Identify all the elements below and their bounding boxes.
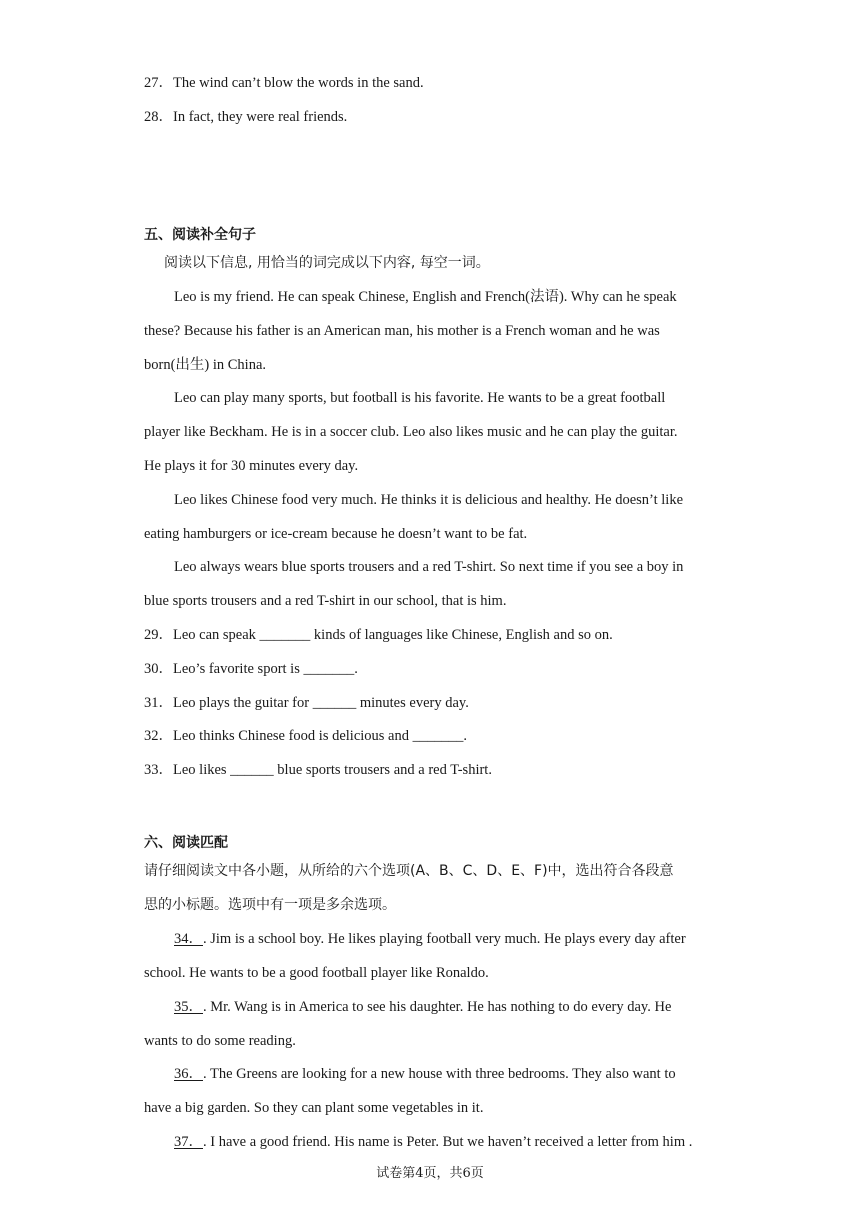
passage-line: Leo always wears blue sports trousers and a red T-shirt. So next time if you see a boy in (174, 559, 684, 575)
question-text: Leo plays the guitar for ______ minutes every day. (173, 695, 469, 711)
page-footer: 试卷第4页，共6页 (376, 1166, 484, 1181)
question-31 (144, 693, 469, 713)
match-item-37 (174, 1132, 692, 1152)
question-text: Leo likes ______ blue sports trousers and a red T-shirt. (173, 762, 492, 778)
item-text: . Mr. Wang is in America to see his daughter. He has nothing to do every day. He (203, 999, 672, 1015)
section-6-instruction: 思的小标题。选项中有一项是多余选项。 (144, 897, 396, 913)
question-number: 29． (144, 627, 173, 643)
passage-line: blue sports trousers and a red T-shirt in our school, that is him. (144, 593, 507, 609)
passage-line: Leo can play many sports, but football is his favorite. He wants to be a great football (174, 390, 666, 406)
passage-line: He plays it for 30 minutes every day. (144, 458, 359, 474)
match-item-34 (174, 929, 686, 949)
question-number: 32． (144, 728, 173, 744)
question-28 (144, 107, 347, 127)
question-text: Leo’s favorite sport is _______. (173, 661, 358, 677)
passage-line: Leo is my friend. He can speak Chinese, English and French(法语). Why can he speak (174, 289, 677, 305)
match-item-35 (174, 997, 671, 1017)
passage-line: Leo likes Chinese food very much. He thinks it is delicious and healthy. He doesn’t like (174, 492, 684, 508)
passage-line: eating hamburgers or ice-cream because he doesn’t want to be fat. (144, 526, 528, 542)
item-text-continued: wants to do some reading. (144, 1033, 296, 1049)
question-32 (144, 726, 467, 746)
question-number: 28． (144, 109, 173, 125)
item-text: . Jim is a school boy. He likes playing football very much. He plays every day after (203, 931, 686, 947)
answer-blank[interactable]: 34． (174, 931, 203, 947)
item-text-continued: have a big garden. So they can plant some vegetables in it. (144, 1100, 484, 1116)
passage-line: born(出生) in China. (144, 357, 267, 373)
answer-blank[interactable]: 35． (174, 999, 203, 1015)
question-text: Leo can speak _______ kinds of languages like Chinese, English and so on. (173, 627, 613, 643)
answer-blank[interactable]: 36． (174, 1066, 203, 1082)
item-text: . I have a good friend. His name is Peter. But we haven’t received a letter from him . (203, 1134, 693, 1150)
question-number: 27． (144, 75, 173, 91)
answer-blank[interactable]: 37． (174, 1134, 203, 1150)
item-text-continued: school. He wants to be a good football player like Ronaldo. (144, 965, 489, 981)
section-6-instruction: 请仔细阅读文中各小题，从所给的六个选项(A、B、C、D、E、F)中，选出符合各段意 (144, 863, 674, 879)
question-number: 33． (144, 762, 173, 778)
question-number: 30． (144, 661, 173, 677)
item-text: . The Greens are looking for a new house with three bedrooms. They also want to (203, 1066, 676, 1082)
passage-line: these? Because his father is an American man, his mother is a French woman and he was (144, 323, 660, 339)
section-6-title: 六、阅读匹配 (144, 835, 228, 851)
question-number: 31． (144, 695, 173, 711)
section-5-title: 五、阅读补全句子 (144, 227, 256, 243)
question-text: The wind can’t blow the words in the sand. (173, 75, 424, 91)
question-30 (144, 659, 358, 679)
question-text: In fact, they were real friends. (173, 109, 348, 125)
question-27 (144, 73, 424, 93)
section-5-instruction: 阅读以下信息, 用恰当的词完成以下内容, 每空一词。 (164, 255, 490, 271)
question-29 (144, 625, 613, 645)
question-text: Leo thinks Chinese food is delicious and _______. (173, 728, 467, 744)
passage-line: player like Beckham. He is in a soccer club. Leo also likes music and he can play the guitar. (144, 424, 678, 440)
question-33 (144, 760, 492, 780)
match-item-36 (174, 1064, 676, 1084)
